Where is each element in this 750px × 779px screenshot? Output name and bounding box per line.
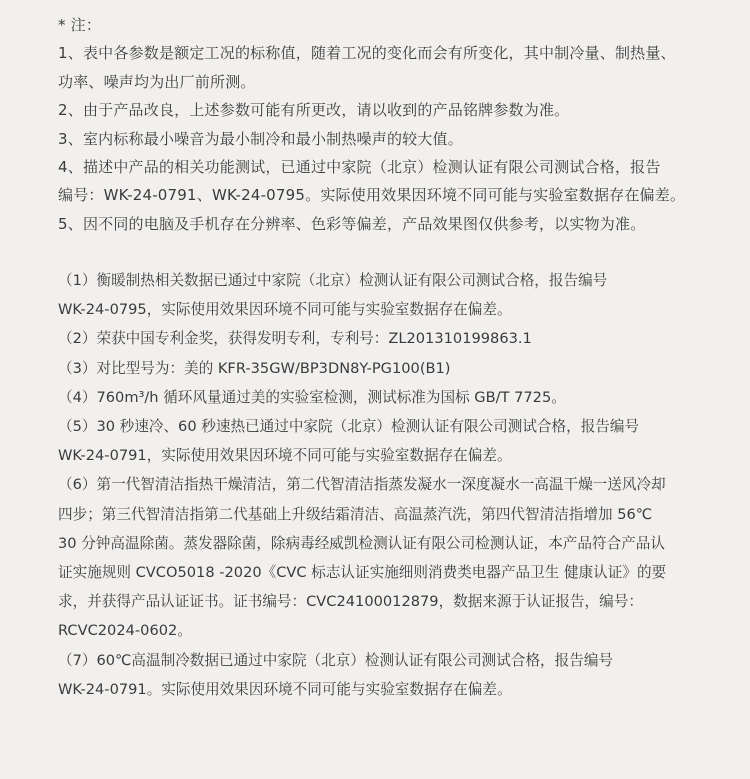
footnote-line: 证实施规则 CVCO5018 -2020《CVC 标志认证实施细则消费类电器产品卫生 健康认证》的要: [58, 564, 667, 582]
note-line: 功率、噪声均为出厂前所测。: [58, 72, 256, 91]
footnote-line: （2）荣获中国专利金奖，获得发明专利，专利号：ZL201310199863.1: [58, 330, 532, 348]
footnote-line: 四步；第三代智清洁指第二代基础上升级结霜清洁、高温蒸汽洗，第四代智清洁指增加 56℃: [58, 505, 653, 523]
note-line: 5、因不同的电脑及手机存在分辨率、色彩等偏差，产品效果图仅供参考，以实物为准。: [58, 214, 646, 233]
note-line: 1、表中各参数是额定工况的标称值，随着工况的变化而会有所变化，其中制冷量、制热量、: [58, 44, 676, 63]
footnote-line: WK-24-0795，实际使用效果因环境不同可能与实验室数据存在偏差。: [58, 301, 512, 319]
footnote-line: （4）760m³/h 循环风量通过美的实验室检测，测试标准为国标 GB/T 7725。: [58, 388, 566, 406]
footnote-line: （5）30 秒速冷、60 秒速热已通过中家院（北京）检测认证有限公司测试合格，报告编号: [58, 418, 640, 436]
notes-section: [58, 11, 738, 238]
note-line: 4、描述中产品的相关功能测试，已通过中家院（北京）检测认证有限公司测试合格，报告: [58, 158, 661, 177]
footnote-line: （7）60℃高温制冷数据已通过中家院（北京）检测认证有限公司测试合格，报告编号: [58, 651, 614, 669]
footnote-line: （6）第一代智清洁指热干燥清洁，第二代智清洁指蒸发凝水一深度凝水一高温干燥一送风冷却: [58, 476, 666, 494]
footnotes-section: [58, 266, 742, 704]
footnote-line: WK-24-0791，实际使用效果因环境不同可能与实验室数据存在偏差。: [58, 447, 512, 465]
footnote-line: 求，并获得产品认证证书。证书编号：CVC24100012879，数据来源于认证报告，编号：: [58, 593, 643, 611]
footnote-line: 30 分钟高温除菌。蒸发器除菌，除病毒经威凯检测认证有限公司检测认证，本产品符合产品认: [58, 534, 665, 552]
note-line: 2、由于产品改良，上述参数可能有所更改，请以收到的产品铭牌参数为准。: [58, 101, 570, 120]
note-line: 编号：WK-24-0791、WK-24-0795。实际使用效果因环境不同可能与实验室数据存在偏差。: [58, 186, 686, 205]
footnote-line: RCVC2024-0602。: [58, 622, 192, 640]
footnote-line: WK-24-0791。实际使用效果因环境不同可能与实验室数据存在偏差。: [58, 680, 512, 698]
notes-heading: * 注：: [58, 16, 102, 34]
note-line: 3、室内标称最小噪音为最小制冷和最小制热噪声的较大值。: [58, 129, 463, 148]
footnote-line: （3）对比型号为：美的 KFR-35GW/BP3DN8Y-PG100(B1): [58, 359, 451, 377]
footnote-line: （1）衡暖制热相关数据已通过中家院（北京）检测认证有限公司测试合格，报告编号: [58, 272, 608, 289]
